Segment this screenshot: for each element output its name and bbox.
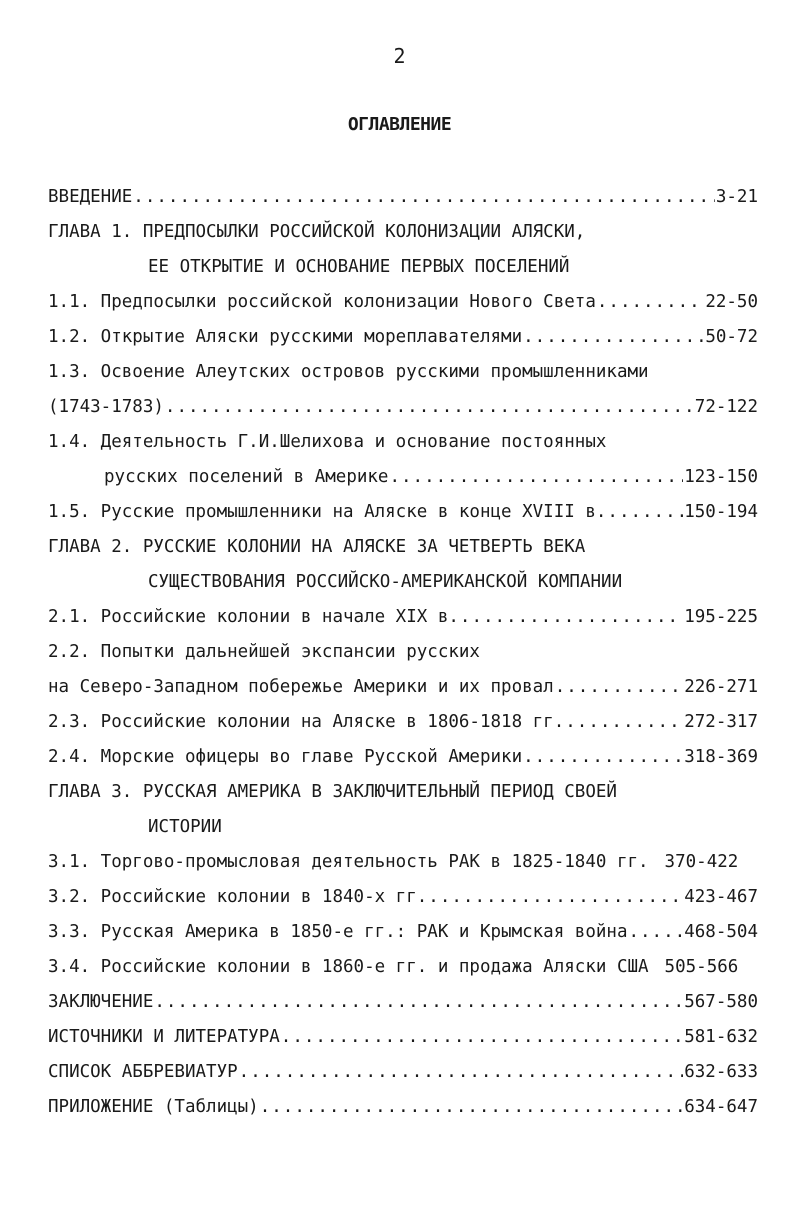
toc-entry-label: ИСТОЧНИКИ И ЛИТЕРАТУРА (48, 1027, 280, 1047)
chapter-2-heading[interactable] (48, 530, 758, 565)
toc-entry-sources[interactable] (48, 1020, 758, 1055)
toc-entry-1-1[interactable] (48, 285, 758, 320)
toc-entry-label: ПРИЛОЖЕНИЕ (Таблицы) (48, 1097, 259, 1117)
toc-entry-label: ВВЕДЕНИЕ (48, 187, 133, 207)
page-title: ОГЛАВЛЕНИЕ (347, 114, 452, 135)
leader-dots (133, 180, 715, 215)
toc-entry-1-3-cont[interactable] (48, 390, 758, 425)
leader-dots (428, 880, 683, 915)
toc-page-range: 634-647 (684, 1097, 758, 1117)
toc-page-range: 123-150 (684, 467, 758, 487)
toc-entry-label: 1.4. Деятельность Г.И.Шелихова и основание постоянных (48, 432, 607, 452)
leader-dots (281, 1020, 683, 1055)
toc-entry-label: (1743-1783) (48, 397, 164, 417)
toc-entry-3-2[interactable] (48, 880, 758, 915)
toc-page-range: 567-580 (684, 992, 758, 1012)
toc-entry-appendix[interactable] (48, 1090, 758, 1125)
toc-entry-label: 2.3. Российские колонии на Аляске в 1806-1818 гг. (48, 712, 565, 732)
leader-dots (460, 600, 683, 635)
toc-page-range: 195-225 (684, 607, 758, 627)
chapter-heading-text: ГЛАВА 3. РУССКАЯ АМЕРИКА В ЗАКЛЮЧИТЕЛЬНЫЙ ПЕРИОД СВОЕЙ (48, 782, 617, 802)
toc-page-range: 50-72 (705, 327, 758, 347)
toc-entry-2-2[interactable] (48, 635, 758, 670)
toc-entry-abbreviations[interactable] (48, 1055, 758, 1090)
chapter-3-heading[interactable] (48, 775, 758, 810)
leader-dots (555, 670, 684, 705)
chapter-1-heading[interactable] (48, 215, 758, 250)
leader-dots (239, 1055, 684, 1090)
toc-entry-1-4-cont[interactable] (48, 460, 758, 495)
table-of-contents (48, 180, 758, 1125)
leader-dots (628, 915, 683, 950)
toc-entry-label: на Северо-Западном побережье Америки и их провал (48, 677, 554, 697)
toc-entry-intro[interactable] (48, 180, 758, 215)
toc-entry-label: 3.3. Русская Америка в 1850-е гг.: РАК и Крымская война (48, 922, 628, 942)
leader-dots (597, 285, 704, 320)
toc-entry-1-4[interactable] (48, 425, 758, 460)
toc-page-range: 505-566 (664, 957, 739, 977)
toc-entry-2-1[interactable] (48, 600, 758, 635)
toc-entry-label: 3.4. Российские колонии в 1860-е гг. и продажа Аляски США (48, 957, 649, 977)
toc-entry-3-3[interactable] (48, 915, 758, 950)
toc-entry-2-2-cont[interactable] (48, 670, 758, 705)
toc-page-range: 72-122 (694, 397, 758, 417)
toc-page-range: 468-504 (684, 922, 758, 942)
toc-entry-2-4[interactable] (48, 740, 758, 775)
toc-entry-label: 3.2. Российские колонии в 1840-х гг. (48, 887, 428, 907)
leader-dots (523, 320, 704, 355)
toc-entry-conclusion[interactable] (48, 985, 758, 1020)
toc-page-range: 150-194 (684, 502, 758, 522)
leader-dots (523, 740, 683, 775)
leader-dots (389, 460, 683, 495)
chapter-heading-text: ЕЕ ОТКРЫТИЕ И ОСНОВАНИЕ ПЕРВЫХ ПОСЕЛЕНИЙ (148, 257, 570, 277)
toc-page-range: 632-633 (684, 1062, 758, 1082)
toc-page-range: 3-21 (715, 187, 758, 207)
chapter-2-heading-cont (48, 565, 758, 600)
toc-entry-label: 2.2. Попытки дальнейшей экспансии русских (48, 642, 480, 662)
leader-dots (565, 705, 683, 740)
toc-page-range: 226-271 (684, 677, 758, 697)
toc-entry-3-1[interactable] (48, 845, 758, 880)
chapter-heading-text: ГЛАВА 1. ПРЕДПОСЫЛКИ РОССИЙСКОЙ КОЛОНИЗАЦИИ АЛЯСКИ, (48, 222, 586, 242)
toc-page-range: 22-50 (705, 292, 758, 312)
chapter-heading-text: СУЩЕСТВОВАНИЯ РОССИЙСКО-АМЕРИКАНСКОЙ КОМПАНИИ (148, 572, 623, 592)
chapter-heading-text: ГЛАВА 2. РУССКИЕ КОЛОНИИ НА АЛЯСКЕ ЗА ЧЕТВЕРТЬ ВЕКА (48, 537, 586, 557)
toc-entry-label: 2.1. Российские колонии в начале XIX в. (48, 607, 459, 627)
toc-entry-1-2[interactable] (48, 320, 758, 355)
toc-entry-label: 2.4. Морские офицеры во главе Русской Америки (48, 747, 523, 767)
leader-dots (260, 1090, 684, 1125)
toc-page-range: 272-317 (684, 712, 758, 732)
toc-entry-label: 1.5. Русские промышленники на Аляске в конце XVIII в. (48, 502, 607, 522)
toc-entry-label: 3.1. Торгово-промысловая деятельность РАК в 1825-1840 гг. (48, 852, 649, 872)
page-number: 2 (393, 44, 406, 68)
toc-entry-2-3[interactable] (48, 705, 758, 740)
toc-entry-label: ЗАКЛЮЧЕНИЕ (48, 992, 154, 1012)
chapter-heading-text: ИСТОРИИ (148, 817, 222, 837)
toc-page-range: 423-467 (684, 887, 758, 907)
toc-entry-1-3[interactable] (48, 355, 758, 390)
toc-entry-label: 1.2. Открытие Аляски русскими мореплавателями (48, 327, 523, 347)
toc-entry-label: 1.1. Предпосылки российской колонизации Нового Света (48, 292, 596, 312)
toc-entry-1-5[interactable] (48, 495, 758, 530)
leader-dots (607, 495, 683, 530)
leader-dots (154, 985, 683, 1020)
leader-dots (165, 390, 694, 425)
toc-page-range: 370-422 (664, 852, 739, 872)
toc-entry-label: СПИСОК АББРЕВИАТУР (48, 1062, 238, 1082)
toc-page-range: 318-369 (684, 747, 758, 767)
toc-entry-3-4[interactable] (48, 950, 758, 985)
toc-entry-label: русских поселений в Америке (104, 467, 389, 487)
toc-page-range: 581-632 (684, 1027, 758, 1047)
chapter-3-heading-cont (48, 810, 758, 845)
chapter-1-heading-cont (48, 250, 758, 285)
toc-entry-label: 1.3. Освоение Алеутских островов русскими промышленниками (48, 362, 649, 382)
